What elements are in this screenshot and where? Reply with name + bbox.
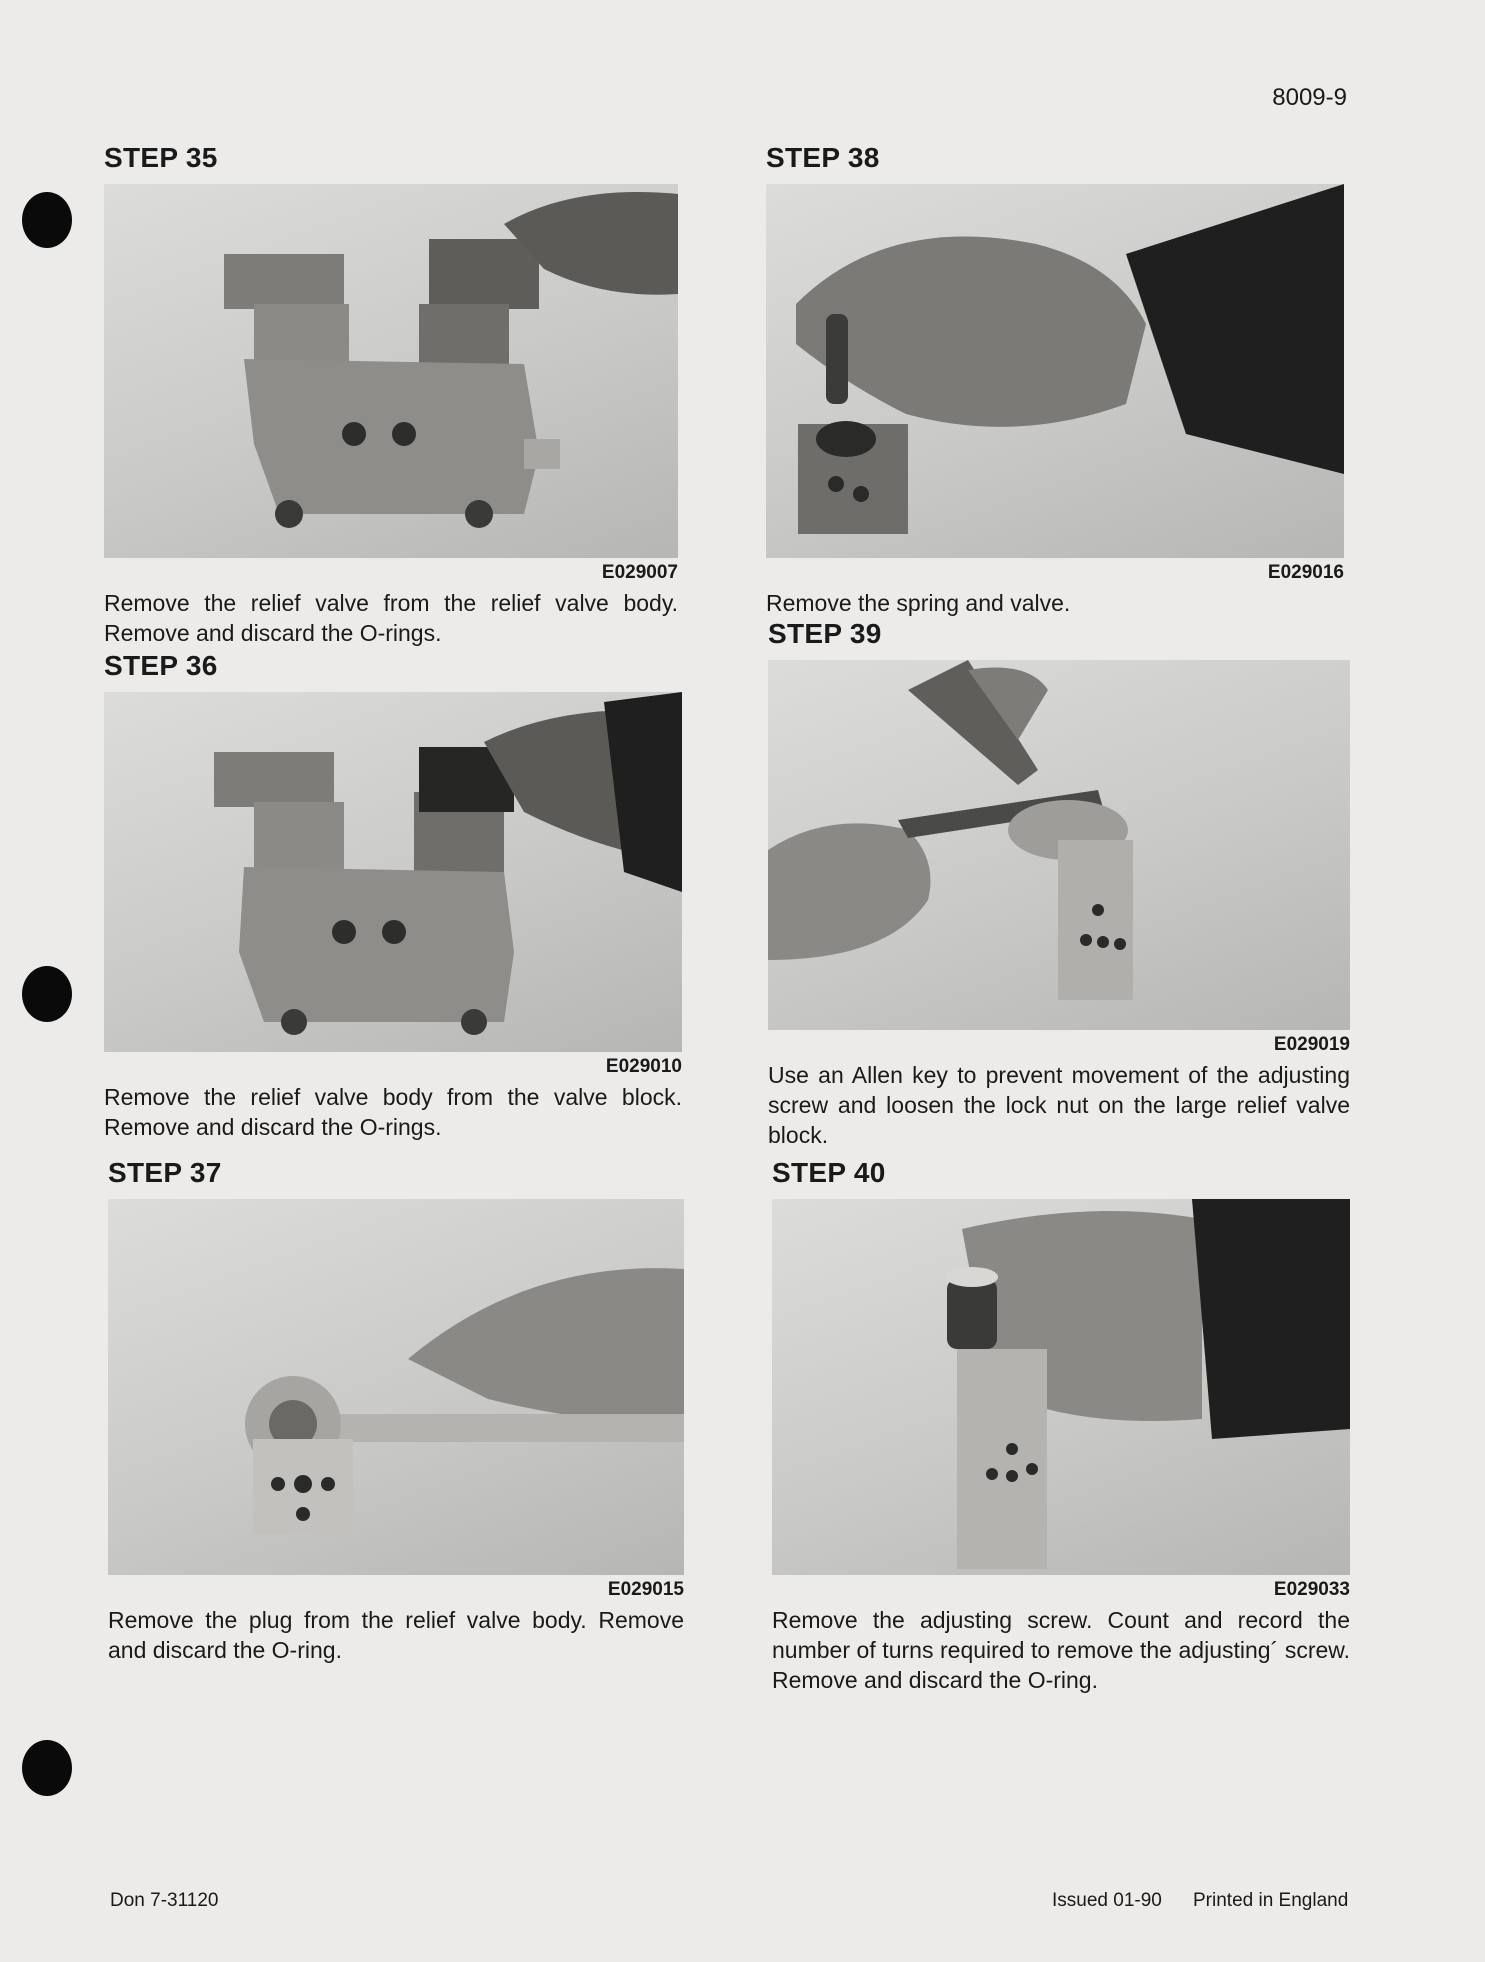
figure-code: E029007: [601, 562, 678, 583]
figure-code: E029033: [1273, 1579, 1350, 1600]
valve-assembly-photo: [104, 184, 678, 558]
step-title: STEP 35: [104, 142, 218, 173]
step-title: STEP 39: [768, 618, 882, 649]
step-photo: [766, 184, 1344, 558]
binder-hole-bottom: [22, 1740, 72, 1796]
figure-code: E029016: [1267, 562, 1344, 583]
binder-hole-top: [22, 192, 72, 248]
step-38: [766, 142, 1344, 618]
binder-hole-middle: [22, 966, 72, 1022]
footer-document-number: Don 7-31120: [110, 1890, 219, 1911]
step-caption: Remove the relief valve body from the valve block. Remove and discard the O-rings.: [104, 1084, 682, 1140]
page-number: 8009-9: [1272, 84, 1347, 111]
step-photo: [104, 184, 678, 558]
step-caption: Remove the relief valve from the relief valve body. Remove and discard the O-rings.: [104, 590, 678, 646]
step-title: STEP 37: [108, 1157, 222, 1188]
step-photo: [104, 692, 682, 1052]
step-caption: Remove the plug from the relief valve body. Remove and discard the O-ring.: [108, 1607, 684, 1663]
step-title: STEP 38: [766, 142, 880, 173]
step-title: STEP 40: [772, 1157, 886, 1188]
step-caption: Use an Allen key to prevent movement of the adjusting screw and loosen the lock nut on the large relief valve block.: [768, 1062, 1350, 1148]
spring-valve-photo: [766, 184, 1344, 558]
step-37: [108, 1157, 684, 1665]
figure-code: E029010: [605, 1056, 682, 1077]
footer-issued: Issued 01-90: [1052, 1890, 1162, 1911]
step-35: [104, 142, 678, 648]
footer-printed: Printed in England: [1193, 1890, 1349, 1911]
valve-block-photo: [104, 692, 682, 1052]
step-caption: Remove the adjusting screw. Count and record the number of turns required to remove the adjusting´ screw. Remove and discard the O-ring.: [772, 1607, 1350, 1693]
step-photo: [108, 1199, 684, 1575]
allen-key-photo: [768, 660, 1350, 1030]
wrench-plug-photo: [108, 1199, 684, 1575]
figure-code: E029019: [1273, 1034, 1350, 1055]
step-caption: Remove the spring and valve.: [766, 590, 1071, 616]
step-36: [104, 650, 682, 1142]
step-photo: [772, 1199, 1350, 1575]
step-title: STEP 36: [104, 650, 218, 681]
step-39: [768, 618, 1350, 1150]
figure-code: E029015: [607, 1579, 684, 1600]
step-photo: [768, 660, 1350, 1030]
adjusting-screw-photo: [772, 1199, 1350, 1575]
step-40: [772, 1157, 1350, 1695]
